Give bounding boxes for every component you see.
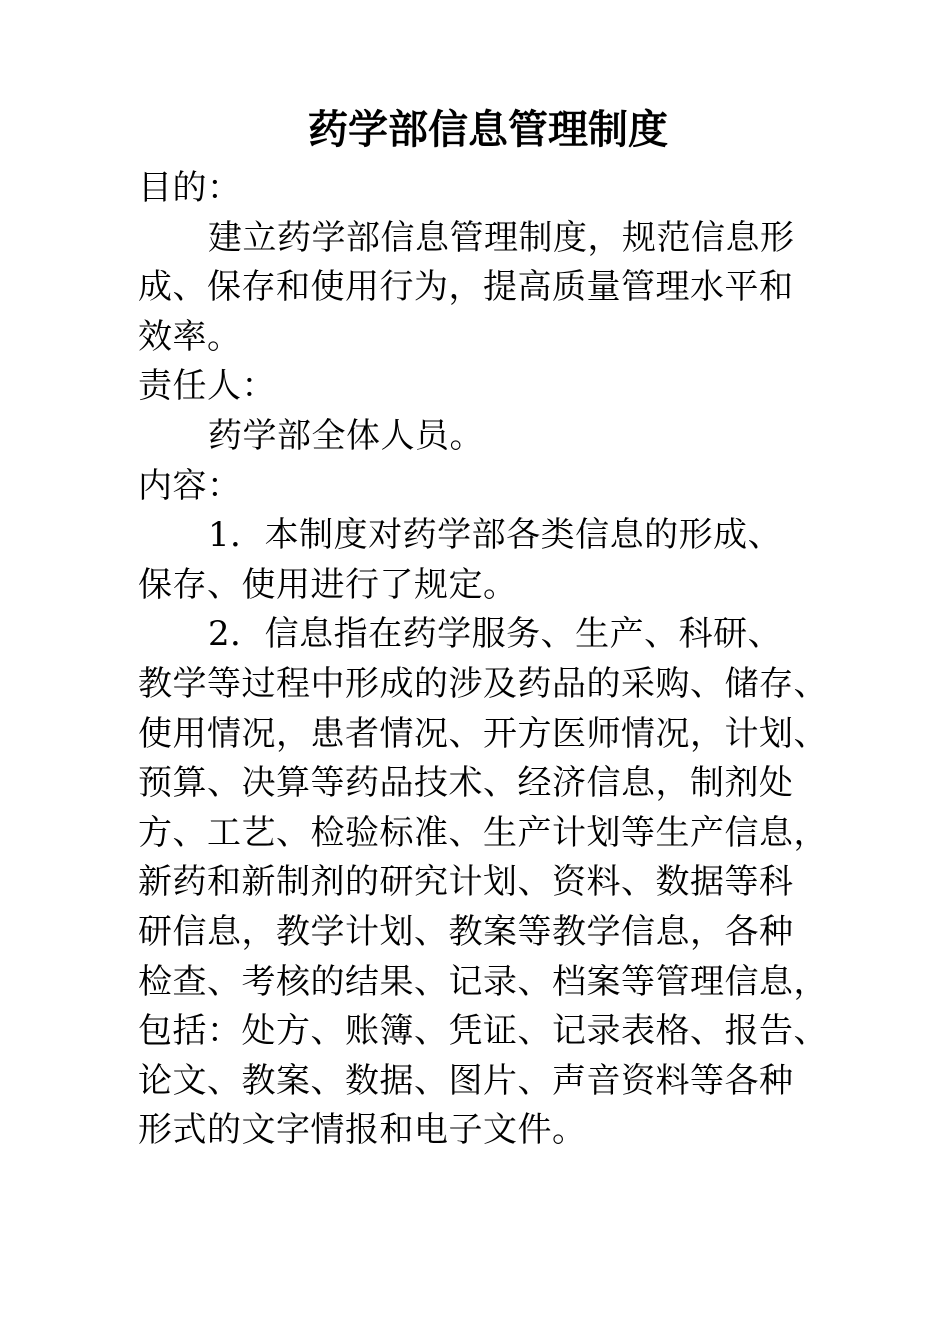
responsible-paragraph: [138, 412, 838, 462]
text-line: 研信息，教学计划、教案等教学信息，各种: [138, 911, 794, 952]
text-line: 检查、考核的结果、记录、档案等管理信息，: [138, 961, 828, 1002]
text-line: 使用情况，患者情况、开方医师情况，计划、: [138, 713, 828, 754]
text-line: 效率。: [138, 316, 242, 357]
text-line: 预算、决算等药品技术、经济信息，制剂处: [138, 763, 794, 804]
text-line: 药学部全体人员。: [208, 415, 484, 456]
purpose-heading: 目的：: [138, 168, 242, 208]
purpose-paragraph: [138, 214, 838, 363]
text-line: 方、工艺、检验标准、生产计划等生产信息，: [138, 812, 828, 853]
document-page: [138, 100, 838, 1156]
text-line: 包括：处方、账簿、凭证、记录表格、报告、: [138, 1011, 828, 1052]
text-line: 教学等过程中形成的涉及药品的采购、储存、: [138, 663, 828, 704]
content-heading: 内容：: [138, 465, 242, 506]
content-item-1: [138, 511, 838, 610]
text-line: 1．本制度对药学部各类信息的形成、: [208, 515, 783, 556]
text-line: 成、保存和使用行为，提高质量管理水平和: [138, 267, 794, 308]
text-line: 2．信息指在药学服务、生产、科研、: [208, 614, 783, 655]
text-line: 建立药学部信息管理制度，规范信息形: [208, 217, 795, 258]
responsible-heading: 责任人：: [138, 366, 276, 407]
text-line: 论文、教案、数据、图片、声音资料等各种: [138, 1060, 794, 1101]
text-line: 新药和新制剂的研究计划、资料、数据等科: [138, 862, 794, 903]
document-title: 药学部信息管理制度: [308, 106, 668, 153]
content-item-2: [138, 610, 838, 1156]
text-line: 保存、使用进行了规定。: [138, 564, 518, 605]
text-line: 形式的文字情报和电子文件。: [138, 1110, 587, 1151]
